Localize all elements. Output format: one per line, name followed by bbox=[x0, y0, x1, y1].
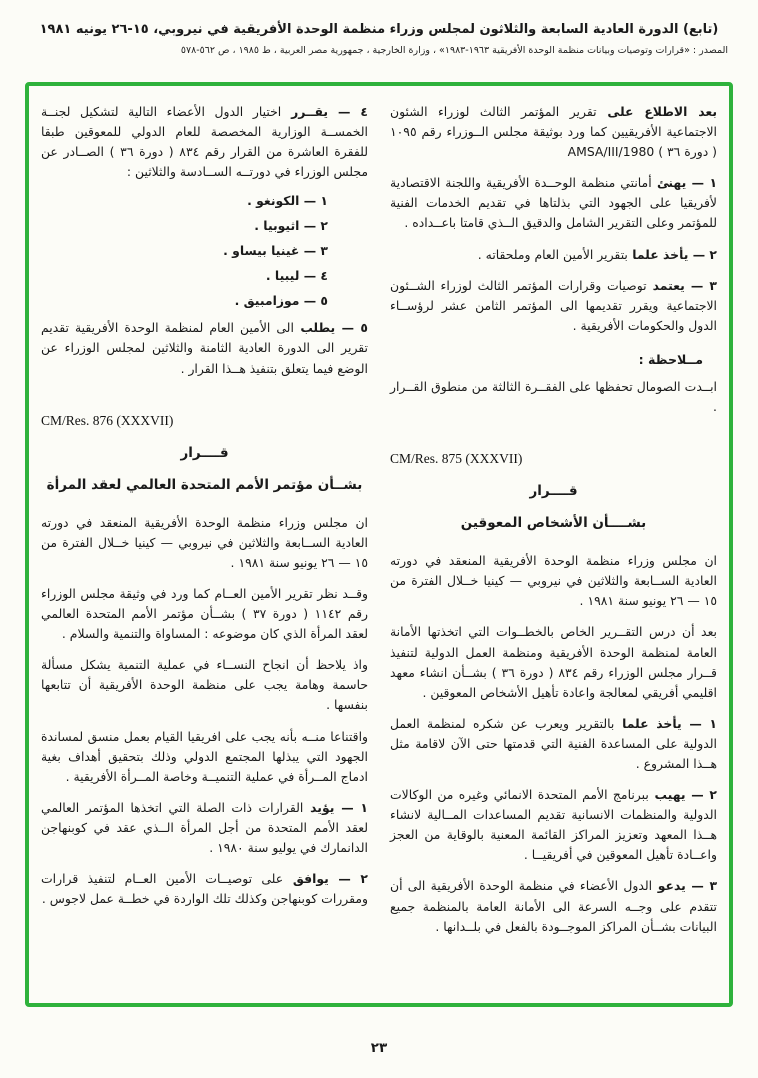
list-item-country: ٥ — موزامبيق . bbox=[234, 293, 328, 309]
list-item-country: ١ — الكونغو . bbox=[247, 193, 328, 209]
paragraph-operative bbox=[41, 318, 368, 378]
paragraph-preamble bbox=[390, 102, 717, 162]
list-item-country: ٣ — غينيا بيساو . bbox=[223, 243, 328, 259]
list-item-country: ٢ — اثيوبيا . bbox=[254, 218, 328, 234]
paragraph-text: بتقرير الأمين العام وملحقاته . bbox=[477, 246, 628, 262]
note-text: ابــدت الصومال تحفظها على الفقــرة الثالثة من منطوق القــرار . bbox=[390, 378, 717, 415]
paragraph-text: تقرير المؤتمر الثالث لوزراء الشئون الاجتماعية الأفريقيين كما ورد بوثيقة مجلس الــوزراء رقم ١٠٩٥ ( دورة ٣٦ ) AMSA/III/1980 bbox=[390, 104, 717, 160]
paragraph-text: توصيات وقرارات المؤتمر الثالث لوزراء الشــئون الاجتماعية ويقرر تقديمها الى المؤتمر الثامن عشر لرؤســاء الدول والحكومات الأفريقية . bbox=[390, 277, 717, 333]
paragraph-lead: ٣ — يدعو bbox=[652, 878, 718, 894]
resolution-reference: CM/Res. 876 (XXXVII) bbox=[41, 412, 174, 428]
paragraph-preamble: وقــد نظر تقرير الأمين العــام كما ورد في وثيقة مجلس الوزراء رقم ١١٤٢ ( دورة ٣٧ ) بشــأن مؤتمر الأمم المتحدة العالمي لعقد المرأة الذي كان موضوعه : المساواة والتنمية والسلام . bbox=[41, 585, 368, 642]
paragraph-text: بالتقرير ويعرب عن شكره لمنظمة العمل الدولية على المساعدة الفنية التي قدمتها حتى الآن لاقامة مثل هــذا المشروع . bbox=[390, 715, 717, 771]
paragraph-lead: ٢ — يهيب bbox=[648, 787, 717, 803]
column-left bbox=[41, 102, 368, 989]
resolution-title: قــــرار bbox=[180, 444, 229, 461]
column-right bbox=[390, 102, 717, 989]
paragraph-lead: ٤ — يقــرر bbox=[281, 104, 368, 119]
paragraph-preamble: واقتناعا منــه بأنه يجب على افريقيا القيام بعمل منسق لمساندة الجهود التي يبذلها المجتمع الدولي وذلك بتحقيق أهداف بغية ادماج المــرأة في عملية التنميــة وخاصة المــرأة الأفريقية . bbox=[41, 728, 368, 784]
resolution-subtitle: بشــأن مؤتمر الأمم المتحدة العالمي لعقد المرأة bbox=[46, 476, 363, 493]
paragraph-lead: ٢ — يوافق bbox=[283, 871, 368, 887]
page-header bbox=[0, 0, 758, 56]
paragraph-preamble: بعد أن درس التقــرير الخاص بالخطــوات التي اتخذتها الأمانة العامة لمنظمة الوحدة الأفريقية ومنظمة العمل الدولية لتنفيذ قــرار مجلس الوزراء رقم ٨٣٤ ( دورة ٣٦ ) بشــأن انشاء معهد اقليمي أفريقي لمعالجة واعادة تأهيل الأشخاص المعوقين . bbox=[390, 624, 717, 700]
paragraph-lead: ٢ — يأخذ علما bbox=[627, 246, 717, 262]
header-source-note: المصدر : «قرارات وتوصيات وبيانات منظمة الوحدة الأفريقية ١٩٦٣-١٩٨٣» ، وزارة الخارجية ، جمهورية مصر العربية ، ط ١٩٨٥ ، ص ٥٦٢-٥٧٨ bbox=[180, 45, 728, 56]
paragraph-operative bbox=[41, 869, 368, 909]
paragraph-text: أمانتي منظمة الوحــدة الأفريقية واللجنة الاقتصادية لأفريقيا على الجهود التي بذلتاها في تقديم الخدمات الفنية للمؤتمر وعلى التقرير الشامل والدقيق الــذي قامتا باعــداده . bbox=[390, 175, 717, 231]
page-number: ٢٣ bbox=[370, 1040, 388, 1056]
paragraph-text: الى الأمين العام لمنظمة الوحدة الأفريقية تقديم تقرير الى الدورة العادية الثامنة والثلاثين لمجلس الوزراء عن الوضع فيما يتعلق بتنفيذ هــذا القرار . bbox=[41, 320, 368, 376]
paragraph-operative bbox=[390, 876, 717, 936]
paragraph-operative bbox=[390, 276, 717, 336]
paragraph-operative bbox=[390, 714, 717, 774]
paragraph-text: القرارات ذات الصلة التي اتخذها المؤتمر العالمي لعقد الأمم المتحدة من أجل المرأة الــذي عقد في كوبنهاجن الدانمارك في يوليو سنة ١٩٨٠ . bbox=[41, 799, 368, 855]
paragraph-operative bbox=[390, 785, 717, 865]
paragraph-operative bbox=[390, 173, 717, 233]
resolution-title: قــــرار bbox=[529, 483, 578, 500]
paragraph-lead: ١ — يأخذ علما bbox=[614, 715, 717, 731]
paragraph-preamble: ان مجلس وزراء منظمة الوحدة الأفريقية المنعقد في دورته العادية الســابعة والثلاثين في نيروبي — كينيا خــلال الفترة من ١٥ — ٢٦ يونيو سنة ١٩٨١ . bbox=[390, 553, 717, 609]
paragraph-text: الدول الأعضاء في منظمة الوحدة الأفريقية الى أن تتقدم على وجــه السرعة الى الأمانة العامة بالمنظمة جميع البيانات بشــأن المراكز الموجــودة بالفعل في بلــدانها . bbox=[390, 878, 717, 934]
resolution-reference: CM/Res. 875 (XXXVII) bbox=[390, 451, 523, 467]
green-content-frame bbox=[25, 82, 733, 1007]
paragraph-lead: ٥ — يطلب bbox=[293, 320, 368, 336]
paragraph-operative bbox=[41, 798, 368, 858]
list-item-country: ٤ — ليبيا . bbox=[265, 268, 328, 284]
note-heading: مــلاحظة : bbox=[638, 351, 703, 367]
paragraph-preamble: واذ يلاحظ أن انجاح النســاء في عملية التنمية يشكل مسألة حاسمة وهامة يجب على منظمة الوحدة الأفريقية أن تتابعها بنفسها . bbox=[41, 657, 368, 713]
resolution-subtitle: بشــــأن الأشخاص المعوقين bbox=[460, 515, 647, 532]
paragraph-preamble: ان مجلس وزراء منظمة الوحدة الأفريقية المنعقد في دورته العادية الســابعة والثلاثين في نيروبي — كينيا خــلال الفترة من ١٥ — ٢٦ يونيو سنة ١٩٨١ . bbox=[41, 514, 368, 570]
paragraph-lead: ٣ — يعتمد bbox=[646, 277, 717, 293]
paragraph-lead: ١ — يؤيد bbox=[303, 799, 368, 815]
paragraph-text: اختيار الدول الأعضاء التالية لتشكيل لجنــة الخمســة الوزارية المخصصة للعام الدولي للمعوقين طبقا للفقرة العاشرة من القرار رقم ٨٣٤ ( دورة ٣٦ ) الصــادر عن مجلس الوزراء في دورتــه الســادسة والثلاثين : bbox=[41, 104, 368, 180]
paragraph-lead: ١ — يهنئ bbox=[651, 175, 718, 191]
header-session-title: (تابع) الدورة العادية السابعة والثلاثون لمجلس وزراء منظمة الوحدة الأفريقية في نيروبي، ١٥-٢٦ يونيه ١٩٨١ bbox=[39, 22, 719, 37]
paragraph-text: ببرنامج الأمم المتحدة الانمائي وغيره من الوكالات الدولية والمنظمات الانسانية تقديم المساعدات المــالية لانشاء هــذا المعهد وتعزيز المراكز القائمة المعنية بالوقاية من العجز واعــادة تأهيل المعوقين في أفريقيــا . bbox=[390, 787, 717, 863]
paragraph-lead: بعد الاطلاع على bbox=[596, 104, 718, 119]
paragraph-operative bbox=[390, 245, 717, 265]
paragraph-text: على توصيــات الأمين العــام لتنفيذ قرارات ومقررات كوبنهاجن وكذلك تلك الواردة في خطــة عمل لاجوس . bbox=[41, 871, 368, 907]
paragraph-operative bbox=[41, 102, 368, 182]
